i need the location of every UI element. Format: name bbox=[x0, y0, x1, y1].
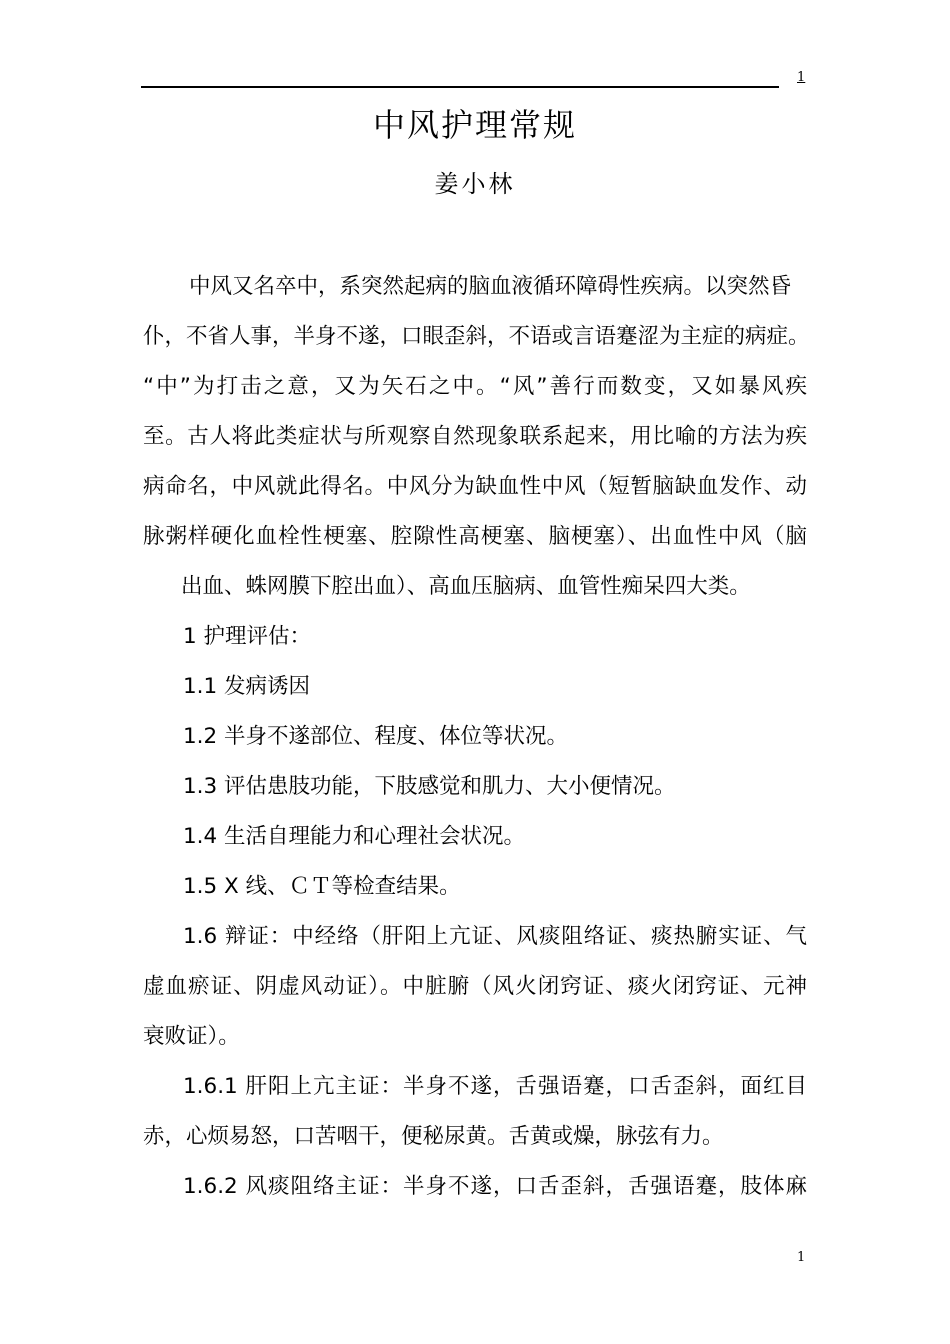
header-rule bbox=[141, 86, 779, 88]
list-item: 1.6.2 风痰阻络主证：半身不遂，口舌歪斜，舌强语蹇，肢体麻 bbox=[183, 1174, 807, 1199]
list-item: 1.6.1 肝阳上亢主证：半身不遂，舌强语蹇，口舌歪斜，面红目 bbox=[183, 1074, 807, 1099]
document-author: 姜小林 bbox=[434, 170, 516, 198]
paragraph-line: 至。古人将此类症状与所观察自然现象联系起来，用比喻的方法为疾 bbox=[143, 424, 807, 449]
paragraph-line: 虚血瘀证、阴虚风动证）。中脏腑（风火闭窍证、痰火闭窍证、元神 bbox=[143, 974, 807, 999]
list-item: 1.1 发病诱因 bbox=[183, 674, 311, 699]
paragraph-line: 中风又名卒中，系突然起病的脑血液循环障碍性疾病。以突然昏 bbox=[189, 274, 792, 299]
paragraph-line: 衰败证）。 bbox=[143, 1024, 240, 1049]
header-page-number: 1 bbox=[797, 70, 806, 85]
list-item: 1.4 生活自理能力和心理社会状况。 bbox=[183, 824, 526, 849]
paragraph-line: 脉粥样硬化血栓性梗塞、腔隙性高梗塞、脑梗塞）、出血性中风（脑 bbox=[143, 524, 807, 549]
section-heading: 1 护理评估： bbox=[183, 624, 312, 649]
paragraph-line: 出血、蛛网膜下腔出血）、高血压脑病、血管性痴呆四大类。 bbox=[181, 574, 751, 599]
footer-page-number: 1 bbox=[797, 1250, 806, 1265]
document-body bbox=[143, 262, 810, 1212]
list-item: 1.2 半身不遂部位、程度、体位等状况。 bbox=[183, 724, 569, 749]
list-item: 1.5 X 线、ＣＴ等检查结果。 bbox=[183, 874, 461, 899]
list-item: 1.6 辩证：中经络（肝阳上亢证、风痰阻络证、痰热腑实证、气 bbox=[183, 924, 807, 949]
paragraph-line: 仆，不省人事，半身不遂，口眼歪斜，不语或言语蹇涩为主症的病症。 bbox=[143, 324, 810, 349]
paragraph-line: 赤，心烦易怒，口苦咽干，便秘尿黄。舌黄或燥，脉弦有力。 bbox=[143, 1124, 724, 1149]
document-title: 中风护理常规 bbox=[372, 106, 577, 144]
list-item: 1.3 评估患肢功能，下肢感觉和肌力、大小便情况。 bbox=[183, 774, 676, 799]
paragraph-line: “中”为打击之意，又为矢石之中。“风”善行而数变，又如暴风疾 bbox=[143, 374, 807, 399]
paragraph-line: 病命名，中风就此得名。中风分为缺血性中风（短暂脑缺血发作、动 bbox=[143, 474, 807, 499]
